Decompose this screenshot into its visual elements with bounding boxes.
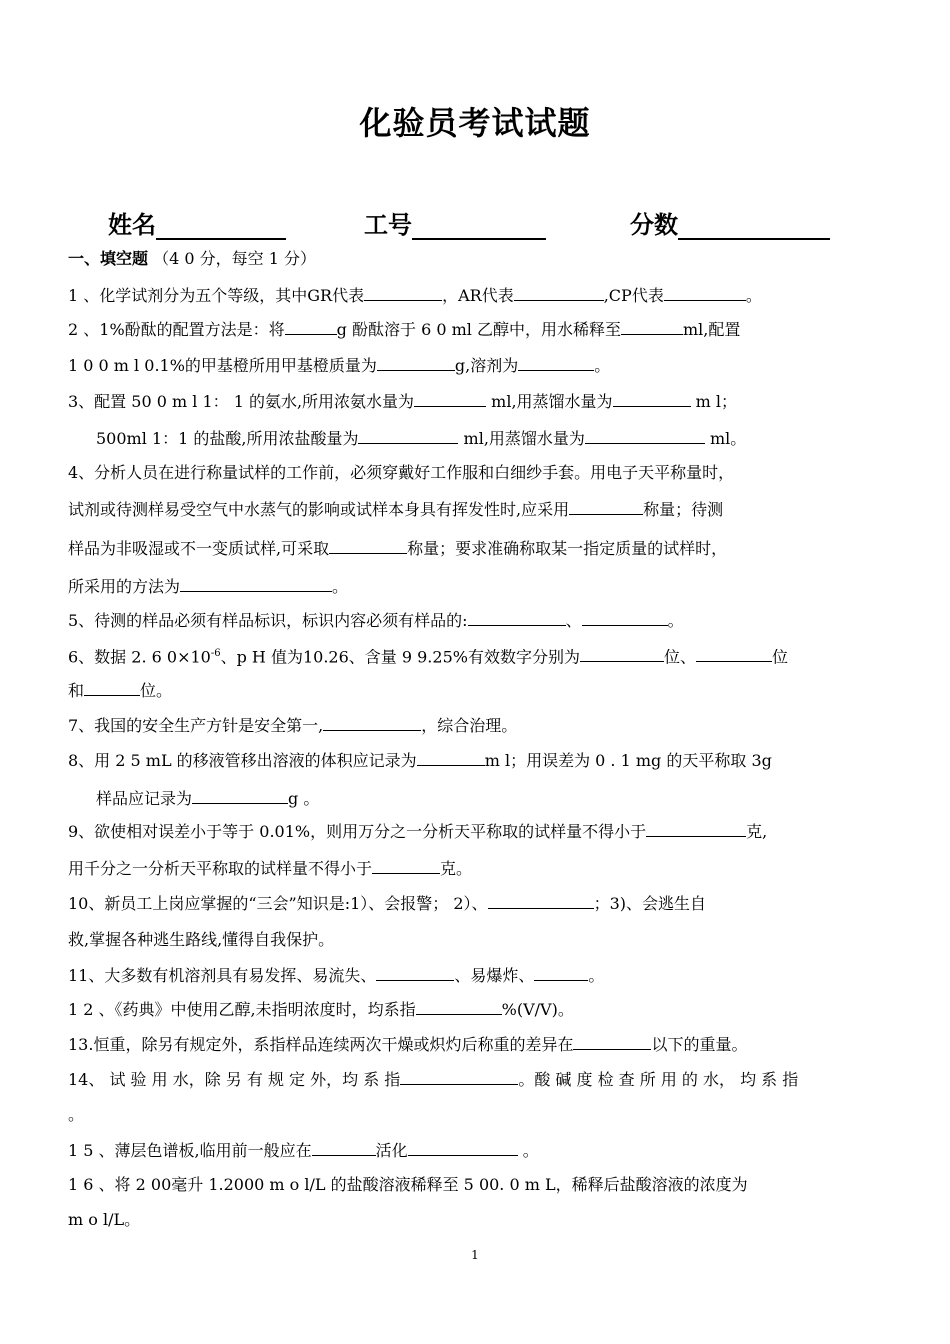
text: m l；用误差为 0 . 1 mg 的天平称取 3g — [484, 751, 772, 770]
answer-blank[interactable] — [372, 857, 440, 874]
question-line — [68, 714, 517, 737]
question-line — [68, 284, 762, 307]
text: 。 — [517, 1141, 539, 1160]
text: ml,用蒸馏水量为 — [486, 392, 613, 411]
section-note: （4 0 分，每空 1 分） — [153, 249, 316, 268]
page-number: 1 — [471, 1248, 479, 1262]
score-blank[interactable] — [678, 212, 830, 240]
answer-blank[interactable] — [468, 609, 566, 626]
text: 位、 — [663, 647, 696, 667]
answer-blank[interactable] — [408, 1139, 518, 1156]
question-line — [96, 787, 319, 810]
text: 、易爆炸、 — [454, 966, 535, 985]
exponent: -6 — [210, 648, 221, 659]
text: 样品应记录为 — [96, 789, 193, 808]
answer-blank[interactable] — [312, 1139, 376, 1156]
text: 、p H 值为10.26、含量 9 9.25%有效数字分别为 — [220, 647, 580, 667]
text: 。 — [745, 286, 762, 305]
answer-blank[interactable] — [417, 749, 485, 766]
text: 克, — [746, 822, 768, 841]
question-line — [68, 354, 610, 377]
text: ml,用蒸馏水量为 — [458, 429, 585, 448]
text: 以下的重量。 — [651, 1035, 748, 1054]
text: g 。 — [288, 789, 320, 808]
question-line — [68, 892, 706, 915]
question-line — [68, 575, 348, 598]
answer-blank[interactable] — [613, 390, 691, 407]
answer-blank[interactable] — [377, 354, 455, 371]
text: 7、我国的安全生产方针是安全第一, — [68, 716, 324, 735]
question-line — [68, 857, 472, 880]
question-line — [68, 820, 767, 843]
section-title: 一、填空题 — [68, 249, 149, 268]
text: 。 — [667, 611, 684, 630]
question-line — [68, 679, 172, 702]
question-line — [68, 929, 334, 951]
text: 2 、1%酚酞的配置方法是：将 — [68, 320, 285, 339]
text: ；3)、会逃生自 — [593, 894, 706, 913]
text: 1 、化学试剂分为五个等级，其中GR代表 — [68, 286, 365, 305]
text: 用千分之一分析天平称取的试样量不得小于 — [68, 859, 373, 878]
text: m o l/L。 — [68, 1210, 141, 1229]
text: 14、 试 验 用 水，除 另 有 规 定 外，均 系 指 — [68, 1070, 401, 1089]
answer-blank[interactable] — [400, 1068, 518, 1085]
text: 10、新员工上岗应掌握的“三会”知识是:1）、会报警； 2）、 — [68, 894, 488, 913]
answer-blank[interactable] — [514, 284, 604, 301]
text: 11、大多数有机溶剂具有易发挥、易流失、 — [68, 966, 377, 985]
answer-blank[interactable] — [192, 787, 288, 804]
text: 试剂或待测样易受空气中水蒸气的影响或试样本身具有挥发性时,应采用 — [68, 500, 570, 519]
answer-blank[interactable] — [580, 645, 664, 662]
answer-blank[interactable] — [180, 575, 332, 592]
id-field — [364, 205, 546, 240]
text: 1 5 、薄层色谱板,临用前一般应在 — [68, 1141, 312, 1160]
answer-blank[interactable] — [646, 820, 746, 837]
id-blank[interactable] — [412, 212, 546, 240]
answer-blank[interactable] — [569, 498, 643, 515]
text: 3、配置 50 0 m l 1： 1 的氨水,所用浓氨水量为 — [68, 392, 415, 411]
answer-blank[interactable] — [585, 427, 705, 444]
question-line — [68, 498, 723, 521]
question-line — [68, 318, 740, 341]
score-field — [630, 205, 830, 240]
page-title: 化验员考试试题 — [359, 104, 591, 142]
text: 。 — [588, 966, 605, 985]
answer-blank[interactable] — [518, 354, 594, 371]
text: 1 0 0 m l 0.1%的甲基橙所用甲基橙质量为 — [68, 356, 377, 375]
question-line — [68, 609, 684, 632]
text: 1 6 、将 2 00毫升 1.2000 m o l/L 的盐酸溶液稀释至 5 00. 0 m L，稀释后盐酸溶液的浓度为 — [68, 1175, 748, 1194]
text: 。 — [594, 356, 611, 375]
name-blank[interactable] — [156, 212, 286, 240]
text: 称量；待测 — [643, 500, 724, 519]
text: ，AR代表 — [442, 286, 514, 305]
text: 活化 — [375, 1141, 408, 1160]
text: ，综合治理。 — [421, 716, 518, 735]
text: 13.恒重，除另有规定外，系指样品连续两次干燥或炽灼后称重的差异在 — [68, 1035, 574, 1054]
text: 1 2 、《药典》中使用乙醇,未指明浓度时，均系指 — [68, 1000, 416, 1019]
answer-blank[interactable] — [621, 318, 683, 335]
answer-blank[interactable] — [414, 390, 486, 407]
name-label: 姓名 — [108, 211, 156, 239]
text: ml,配置 — [682, 320, 741, 339]
answer-blank[interactable] — [573, 1033, 651, 1050]
answer-blank[interactable] — [488, 892, 594, 909]
question-line — [96, 427, 746, 450]
answer-blank[interactable] — [416, 998, 502, 1015]
answer-blank[interactable] — [582, 609, 668, 626]
question-line — [68, 1139, 539, 1162]
answer-blank[interactable] — [376, 964, 454, 981]
text: 4、分析人员在进行称量试样的工作前，必须穿戴好工作服和白细纱手套。用电子天平称量时， — [68, 463, 735, 482]
question-line — [68, 1209, 140, 1231]
id-label: 工号 — [364, 211, 412, 239]
text: ,CP代表 — [603, 286, 664, 305]
text: 。酸 碱 度 检 查 所 用 的 水， 均 系 指 — [518, 1070, 799, 1089]
text: 。 — [68, 1105, 85, 1124]
text: 称量；要求准确称取某一指定质量的试样时， — [407, 539, 728, 558]
text: 位 — [771, 647, 788, 667]
answer-blank[interactable] — [534, 964, 588, 981]
answer-blank[interactable] — [323, 714, 421, 731]
text: g,溶剂为 — [454, 356, 519, 375]
text: 8、用 2 5 mL 的移液管移出溶液的体积应记录为 — [68, 751, 417, 770]
question-line — [68, 462, 734, 484]
answer-blank[interactable] — [696, 645, 772, 662]
question-line — [68, 643, 788, 668]
text: 。 — [332, 577, 349, 596]
question-line — [68, 1104, 84, 1126]
text: m l； — [690, 392, 737, 411]
text: 5、待测的样品必须有样品标识，标识内容必须有样品的: — [68, 611, 468, 630]
answer-blank[interactable] — [285, 318, 337, 335]
question-line — [68, 390, 737, 413]
text: 救,掌握各种逃生路线,懂得自我保护。 — [68, 930, 335, 949]
question-line — [68, 749, 772, 772]
section-heading — [68, 248, 316, 270]
text: 6、数据 2. 6 0×10 — [68, 647, 211, 667]
name-field — [108, 205, 286, 240]
text: g 酚酞溶于 6 0 ml 乙醇中，用水稀释至 — [336, 320, 621, 339]
text: ml。 — [704, 429, 747, 448]
text: 和 — [68, 681, 85, 700]
question-line — [68, 1068, 798, 1091]
text: 、 — [565, 611, 582, 630]
answer-blank[interactable] — [84, 679, 140, 696]
text: 所采用的方法为 — [68, 577, 181, 596]
text: 500ml 1：1 的盐酸,所用浓盐酸量为 — [96, 429, 359, 448]
answer-blank[interactable] — [358, 427, 458, 444]
question-line — [68, 964, 604, 987]
text: 样品为非吸湿或不一变质试样,可采取 — [68, 539, 330, 558]
question-line — [68, 1033, 747, 1056]
answer-blank[interactable] — [364, 284, 442, 301]
answer-blank[interactable] — [329, 537, 407, 554]
answer-blank[interactable] — [664, 284, 746, 301]
text: %(V/V)。 — [501, 1000, 574, 1019]
text: 9、欲使相对误差小于等于 0.01%，则用万分之一分析天平称取的试样量不得小于 — [68, 822, 647, 841]
question-line — [68, 1174, 748, 1196]
score-label: 分数 — [630, 211, 678, 239]
question-line — [68, 537, 727, 560]
text: 位。 — [140, 681, 173, 700]
question-line — [68, 998, 574, 1021]
text: 克。 — [440, 859, 473, 878]
